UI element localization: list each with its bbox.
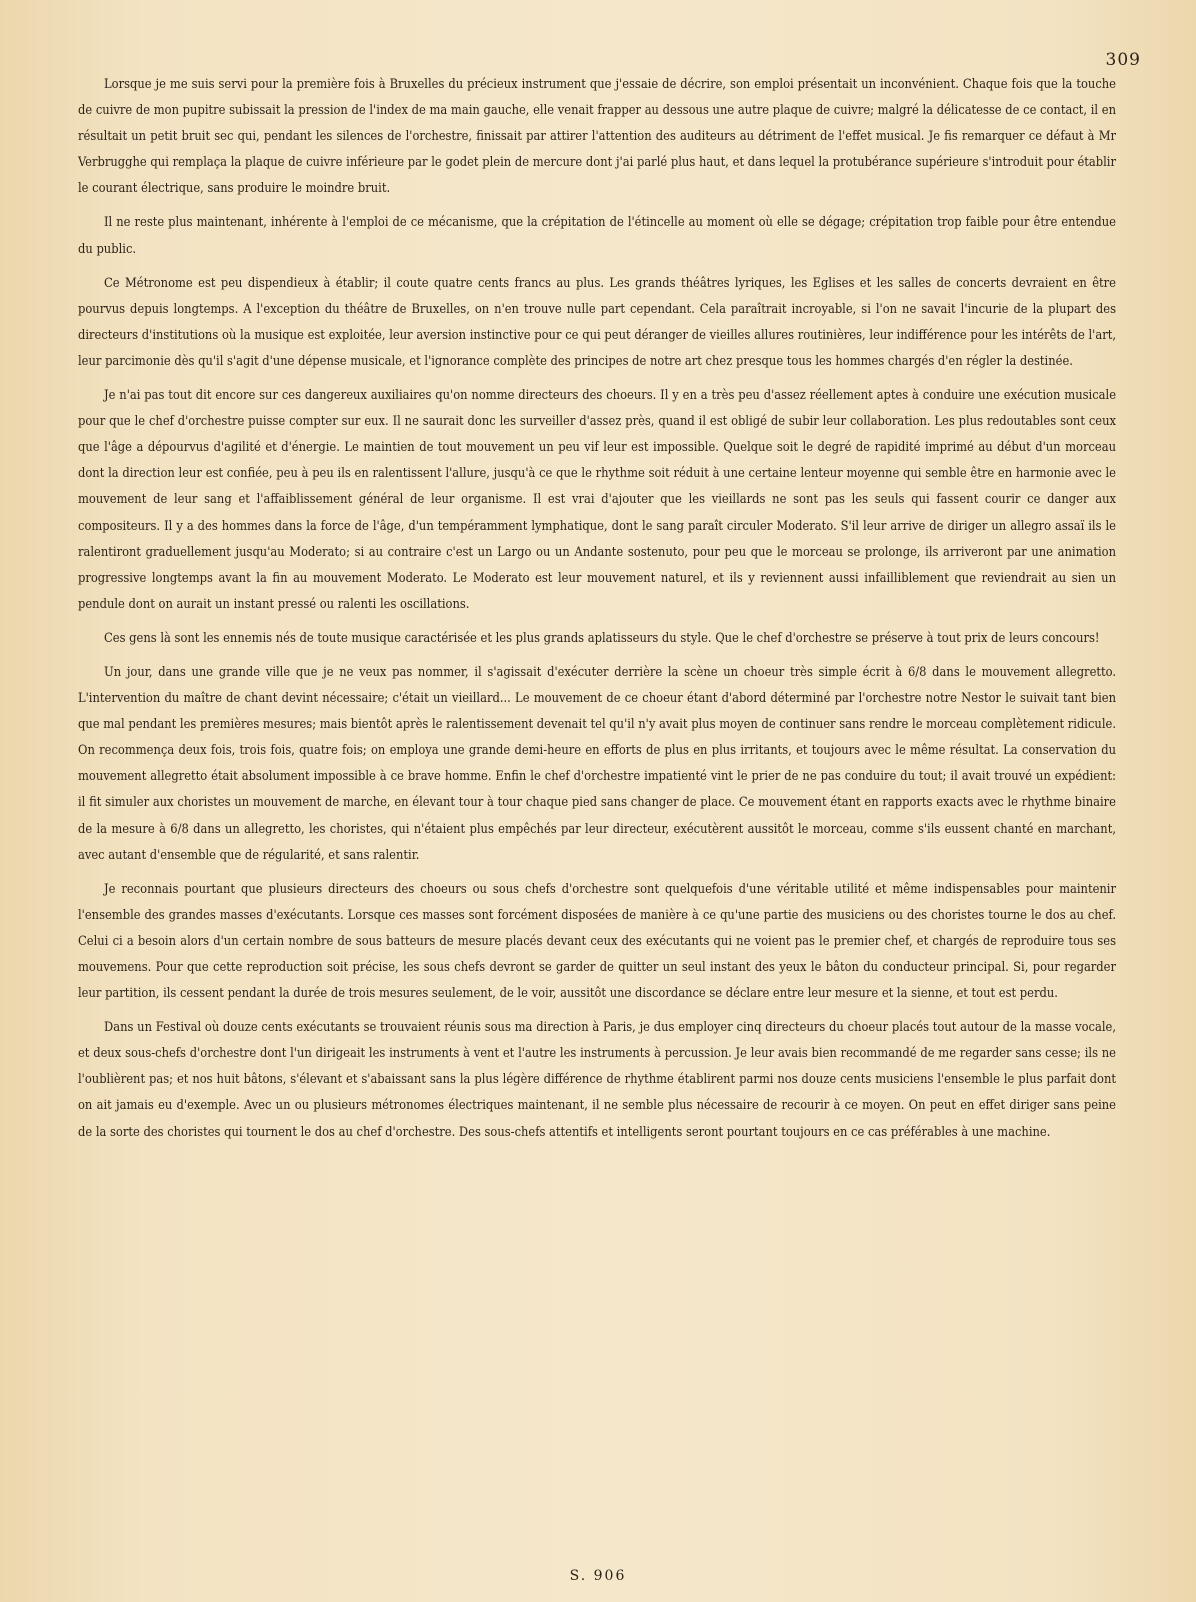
paragraph: Il ne reste plus maintenant, inhérente à l'emploi de ce mécanisme, que la crépitation de l'étincelle au moment où elle se dégage; crépitation trop faible pour être entendue du public. <box>78 215 1116 257</box>
paragraph: Un jour, dans une grande ville que je ne veux pas nommer, il s'agissait d'exécuter derrière la scène un choeur très simple écrit à 6/8 dans le mouvement allegretto. L'intervention du maître de chant devint nécessaire; c'était un vieillard... Le mouvement de ce choeur étant d'abord déterminé par l'orchestre notre Nestor le suivait tant bien que mal pendant les premières mesures; mais bientôt après le ralentissement devenait tel qu'il n'y avait plus moyen de continuer sans rendre le morceau complètement ridicule. On recommença deux fois, trois fois, quatre fois; on employa une grande demi-heure en efforts de plus en plus irritants, et toujours avec le même résultat. La conservation du mouvement allegretto était absolument impossible à ce brave homme. Enfin le chef d'orchestre impatienté vint le prier de ne pas conduire du tout; il avait trouvé un expédient: il fit simuler aux choristes un mouvement de marche, en élevant tour à tour chaque pied sans changer de place. Ce mouvement étant en rapports exacts avec le rhythme binaire de la mesure à 6/8 dans un allegretto, les choristes, qui n'étaient plus empêchés par leur directeur, exécutèrent aussitôt le morceau, comme s'ils eussent chanté en marchant, avec autant d'ensemble que de régularité, et sans ralentir. <box>78 664 1116 863</box>
paragraph: Ce Métronome est peu dispendieux à établir; il coute quatre cents francs au plus. Les grands théâtres lyriques, les Eglises et les salles de concerts devraient en être pourvus depuis longtemps. A l'exception du théâtre de Bruxelles, on n'en trouve nulle part cependant. Cela paraîtrait incroyable, si l'on ne savait l'incurie de la plupart des directeurs d'institutions où la musique est exploitée, leur aversion instinctive pour ce qui peut déranger de vieilles allures routinières, leur indifférence pour les intérêts de l'art, leur parcimonie dès qu'il s'agit d'une dépense musicale, et l'ignorance complète des principes de notre art chez presque tous les hommes chargés d'en régler la destinée. <box>78 275 1116 369</box>
plate-signature: S. 906 <box>569 1568 627 1584</box>
page-number: 309 <box>1105 50 1141 70</box>
paragraph: Lorsque je me suis servi pour la première fois à Bruxelles du précieux instrument que j'essaie de décrire, son emploi présentait un inconvénient. Chaque fois que la touche de cuivre de mon pupitre subissait la pression de l'index de ma main gauche, elle venait frapper au dessous une autre plaque de cuivre; malgré la délicatesse de ce contact, il en résultait un petit bruit sec qui, pendant les silences de l'orchestre, finissait par attirer l'attention des auditeurs au détriment de l'effet musical. Je fis remarquer ce défaut à Mr Verbrugghe qui remplaça la plaque de cuivre inférieure par le godet plein de mercure dont j'ai parlé plus haut, et dans lequel la protubérance supérieure s'introduit pour établir le courant électrique, sans produire le moindre bruit. <box>78 77 1116 197</box>
paragraph: Je reconnais pourtant que plusieurs directeurs des choeurs ou sous chefs d'orchestre sont quelquefois d'une véritable utilité et même indispensables pour maintenir l'ensemble des grandes masses d'exécutants. Lorsque ces masses sont forcément disposées de manière à ce qu'une partie des musiciens ou des choristes tourne le dos au chef. Celui ci a besoin alors d'un certain nombre de sous batteurs de mesure placés devant ceux des exécutants qui ne voient pas le premier chef, et chargés de reproduire tous ses mouvemens. Pour que cette reproduction soit précise, les sous chefs devront se garder de quitter un seul instant des yeux le bâton du conducteur principal. Si, pour regarder leur partition, ils cessent pendant la durée de trois mesures seulement, de le voir, aussitôt une discordance se déclare entre leur mesure et la sienne, et tout est perdu. <box>78 881 1116 1002</box>
paragraph: Je n'ai pas tout dit encore sur ces dangereux auxiliaires qu'on nomme directeurs des choeurs. Il y en a très peu d'assez réellement aptes à conduire une exécution musicale pour que le chef d'orchestre puisse compter sur eux. Il ne saurait donc les surveiller d'assez près, quand il est obligé de subir leur collaboration. Les plus redoutables sont ceux que l'âge a dépourvus d'agilité et d'énergie. Le maintien de tout mouvement un peu vif leur est impossible. Quelque soit le degré de rapidité imprimé au début d'un morceau dont la direction leur est confiée, peu à peu ils en ralentissent l'allure, jusqu'à ce que le rhythme soit réduit à une certaine lenteur moyenne qui semble être en harmonie avec le mouvement de leur sang et l'affaiblissement général de leur organisme. Il est vrai d'ajouter que les vieillards ne sont pas les seuls qui fassent courir ce danger aux compositeurs. Il y a des hommes dans la force de l'âge, d'un tempéramment lymphatique, dont le sang paraît circuler Moderato. S'il leur arrive de diriger un allegro assaï ils le ralentiront graduellement jusqu'au Moderato; si au contraire c'est un Largo ou un Andante sostenuto, pour peu que le morceau se prolonge, ils arriveront par une animation progressive longtemps avant la fin au mouvement Moderato. Le Moderato est leur mouvement naturel, et ils y reviennent aussi infailliblement que reviendrait au sien un pendule dont on aurait un instant pressé ou ralenti les oscillations. <box>78 388 1116 612</box>
paragraph: Ces gens là sont les ennemis nés de toute musique caractérisée et les plus grands aplatisseurs du style. Que le chef d'orchestre se préserve à tout prix de leurs concours! <box>104 630 1100 646</box>
body-text <box>78 72 1116 1154</box>
paragraph: Dans un Festival où douze cents exécutants se trouvaient réunis sous ma direction à Paris, je dus employer cinq directeurs du choeur placés tout autour de la masse vocale, et deux sous-chefs d'orchestre dont l'un dirigeait les instruments à vent et l'autre les instruments à percussion. Je leur avais bien recommandé de me regarder sans cesse; ils ne l'oublièrent pas; et nos huit bâtons, s'élevant et s'abaissant sans la plus légère différence de rhythme établirent parmi nos douze cents musiciens l'ensemble le plus parfait dont on ait jamais eu d'exemple. Avec un ou plusieurs métronomes électriques maintenant, il ne semble plus nécessaire de recourir à ce moyen. On peut en effet diriger sans peine de la sorte des choristes qui tournent le dos au chef d'orchestre. Des sous-chefs attentifs et intelligents seront pourtant toujours en ce cas préférables à une machine. <box>78 1020 1116 1140</box>
